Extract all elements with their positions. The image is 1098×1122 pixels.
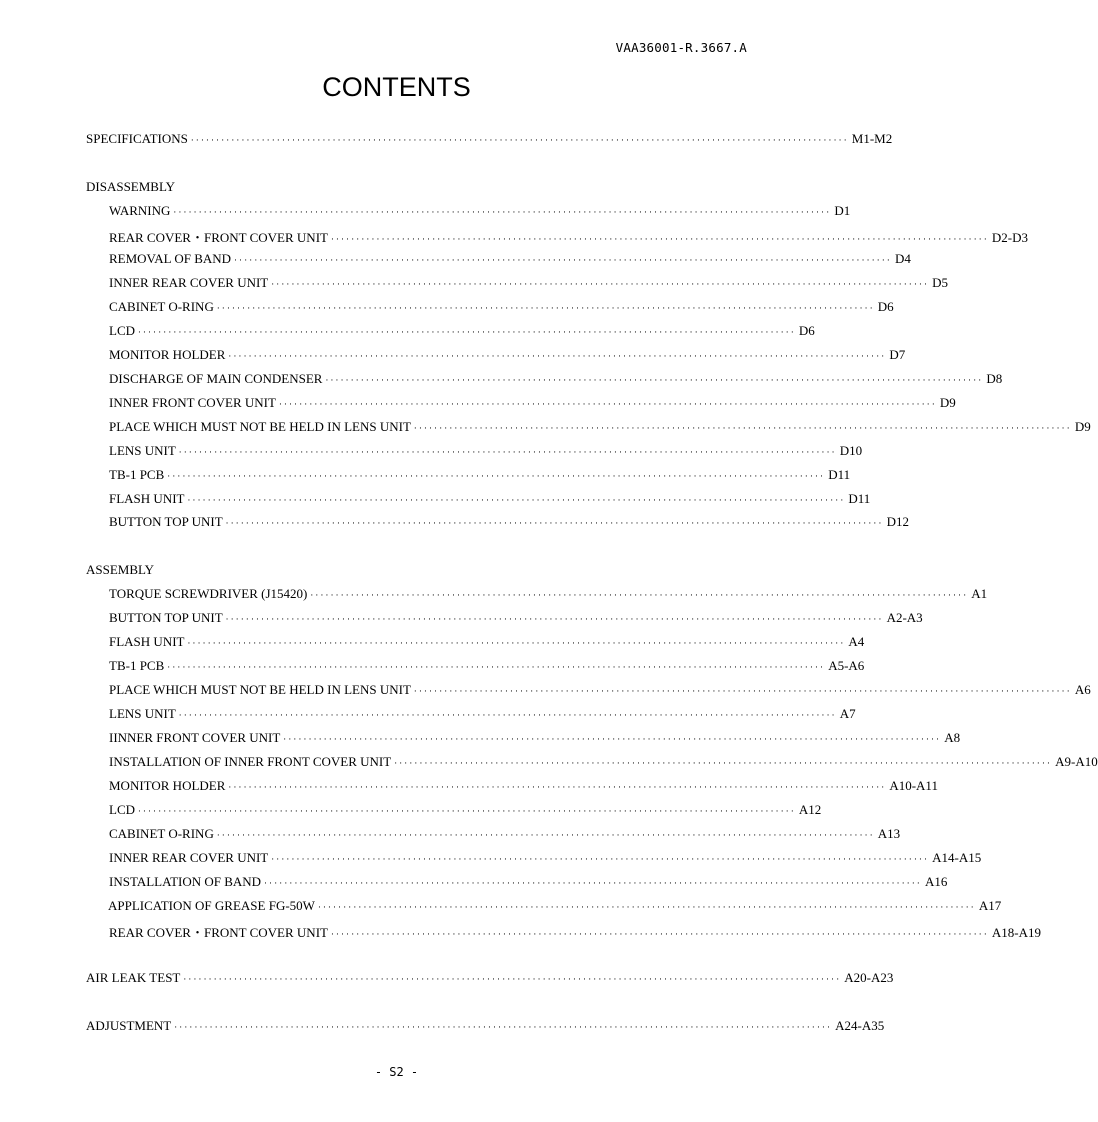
toc-entry-label: CABINET O-RING — [109, 299, 214, 314]
toc-entry[interactable] — [109, 610, 923, 628]
toc-entry[interactable] — [109, 922, 1042, 940]
toc-entry-page: D9 — [1074, 419, 1091, 434]
toc-entry-label: INNER REAR COVER UNIT — [109, 275, 269, 290]
dot-leader: ·································································································································· — [330, 930, 989, 940]
dot-leader: ·································································································································· — [138, 328, 796, 338]
section-heading-disassembly: DISASSEMBLY — [86, 179, 175, 194]
toc-entry[interactable] — [108, 898, 1002, 916]
toc-entry-page: A8 — [944, 730, 961, 745]
toc-entry-page: A18-A19 — [991, 925, 1042, 940]
toc-entry-label: REAR COVER・FRONT COVER UNIT — [109, 925, 328, 940]
toc-entry[interactable] — [109, 419, 1091, 437]
toc-entry[interactable] — [109, 251, 911, 269]
toc-entry-page: A12 — [798, 802, 822, 817]
toc-entry-label: TB-1 PCB — [109, 467, 165, 482]
dot-leader: ·································································································································· — [325, 376, 984, 386]
toc-entry[interactable] — [109, 850, 982, 868]
toc-entry-page: A4 — [848, 634, 865, 649]
dot-leader: ·································································································································· — [183, 975, 842, 985]
toc-entry-label: CABINET O-RING — [109, 826, 214, 841]
toc-entry-page: A16 — [925, 874, 948, 889]
toc-entry-label: LCD — [109, 323, 135, 338]
toc-entry[interactable] — [109, 491, 871, 509]
dot-leader: ·································································································································· — [225, 615, 884, 625]
toc-entry[interactable] — [109, 730, 961, 748]
dot-leader: ·································································································································· — [173, 208, 832, 218]
toc-entry[interactable] — [109, 275, 949, 293]
toc-entry-label: WARNING — [109, 203, 171, 218]
toc-entry-label: REAR COVER・FRONT COVER UNIT — [109, 230, 328, 245]
dot-leader: ·································································································································· — [190, 136, 849, 146]
toc-entry[interactable] — [109, 802, 822, 820]
toc-entry-label: IINNER FRONT COVER UNIT — [109, 730, 281, 745]
page-title: CONTENTS — [322, 72, 471, 102]
dot-leader: ·································································································································· — [228, 783, 887, 793]
page-number: - S2 - — [374, 1065, 419, 1079]
section-heading-assembly: ASSEMBLY — [86, 562, 155, 577]
toc-entry[interactable] — [109, 299, 894, 317]
dot-leader: ·································································································································· — [216, 304, 875, 314]
toc-entry-label: MONITOR HOLDER — [109, 778, 226, 793]
toc-entry[interactable] — [109, 203, 851, 221]
toc-entry-label: MONITOR HOLDER — [109, 347, 226, 362]
dot-leader: ·································································································································· — [178, 711, 837, 721]
toc-entry-label: LENS UNIT — [109, 443, 176, 458]
toc-entry-page: A5-A6 — [828, 658, 865, 673]
toc-entry[interactable] — [109, 706, 856, 724]
toc-entry-page: D10 — [839, 443, 863, 458]
toc-entry[interactable] — [109, 514, 909, 532]
toc-entry-label: ADJUSTMENT — [86, 1018, 172, 1033]
toc-entry-page: A2-A3 — [886, 610, 923, 625]
toc-entry-page: D5 — [932, 275, 949, 290]
toc-entry-page: A20-A23 — [844, 970, 894, 985]
toc-entry-page: A14-A15 — [932, 850, 982, 865]
dot-leader: ·································································································································· — [394, 759, 1053, 769]
toc-entry[interactable] — [109, 826, 901, 844]
toc-entry[interactable] — [109, 443, 863, 461]
dot-leader: ·································································································································· — [317, 903, 976, 913]
dot-leader: ·································································································································· — [278, 400, 937, 410]
toc-entry-page: D11 — [848, 491, 871, 506]
toc-entry-page: D6 — [798, 323, 815, 338]
dot-leader: ·································································································································· — [413, 424, 1072, 434]
toc-entry-label: FLASH UNIT — [109, 491, 185, 506]
dot-leader: ·································································································································· — [187, 496, 846, 506]
toc-entry-page: D2-D3 — [991, 230, 1029, 245]
dot-leader: ·································································································································· — [178, 448, 837, 458]
toc-entry[interactable] — [109, 634, 865, 652]
toc-entry-air-leak-test[interactable] — [86, 970, 894, 988]
toc-entry[interactable] — [109, 874, 948, 892]
toc-entry-page: A24-A35 — [835, 1018, 885, 1033]
toc-entry-page: A10-A11 — [889, 778, 938, 793]
toc-entry[interactable] — [109, 658, 865, 676]
toc-entry-page: A17 — [978, 898, 1002, 913]
toc-entry-label: FLASH UNIT — [109, 634, 185, 649]
toc-entry-page: A6 — [1074, 682, 1091, 697]
dot-leader: ·································································································································· — [167, 472, 826, 482]
toc-entry[interactable] — [109, 347, 906, 365]
toc-entry-label: INNER REAR COVER UNIT — [109, 850, 269, 865]
toc-entry-page: A7 — [839, 706, 856, 721]
toc-entry[interactable] — [109, 395, 956, 413]
toc-entry[interactable] — [109, 467, 851, 485]
toc-entry-label: REMOVAL OF BAND — [109, 251, 232, 266]
toc-entry[interactable] — [109, 323, 815, 341]
toc-entry-page: D8 — [986, 371, 1003, 386]
toc-entry[interactable] — [109, 371, 1003, 389]
toc-entry-page: D11 — [828, 467, 851, 482]
toc-entry-label: AIR LEAK TEST — [86, 970, 181, 985]
toc-entry-page: D12 — [886, 514, 909, 529]
dot-leader: ·································································································································· — [234, 256, 892, 266]
dot-leader: ·································································································································· — [187, 639, 846, 649]
dot-leader: ·································································································································· — [330, 235, 989, 245]
toc-entry-label: BUTTON TOP UNIT — [109, 610, 223, 625]
toc-entry-label: LCD — [109, 802, 135, 817]
toc-entry[interactable] — [109, 227, 1029, 245]
toc-entry-specifications[interactable] — [86, 131, 893, 149]
toc-entry-page: A13 — [877, 826, 901, 841]
toc-entry-page: D6 — [877, 299, 894, 314]
dot-leader: ·································································································································· — [271, 855, 930, 865]
toc-entry-page: D1 — [834, 203, 851, 218]
toc-entry-label: PLACE WHICH MUST NOT BE HELD IN LENS UNIT — [109, 419, 411, 434]
toc-entry-label: APPLICATION OF GREASE FG-50W — [108, 898, 315, 913]
dot-leader: ·································································································································· — [310, 591, 969, 601]
dot-leader: ·································································································································· — [228, 352, 887, 362]
toc-entry-page: D7 — [889, 347, 906, 362]
dot-leader: ·································································································································· — [413, 687, 1072, 697]
toc-entry-page: A1 — [971, 586, 988, 601]
toc-entry-label: TORQUE SCREWDRIVER (J15420) — [109, 586, 308, 601]
toc-entry-adjustment[interactable] — [86, 1018, 885, 1036]
toc-entry[interactable] — [109, 778, 938, 796]
toc-entry-label: DISCHARGE OF MAIN CONDENSER — [109, 371, 323, 386]
toc-entry-page: D9 — [939, 395, 956, 410]
toc-entry[interactable] — [109, 682, 1091, 700]
dot-leader: ·································································································································· — [138, 807, 796, 817]
dot-leader: ·································································································································· — [264, 879, 922, 889]
dot-leader: ·································································································································· — [271, 280, 930, 290]
toc-entry-page: D4 — [895, 251, 911, 266]
toc-entry-label: LENS UNIT — [109, 706, 176, 721]
toc-entry-label: INSTALLATION OF INNER FRONT COVER UNIT — [109, 754, 392, 769]
dot-leader: ·································································································································· — [216, 831, 875, 841]
toc-entry-label: PLACE WHICH MUST NOT BE HELD IN LENS UNIT — [109, 682, 411, 697]
dot-leader: ·································································································································· — [167, 663, 826, 673]
document-code: VAA36001-R.3667.A — [615, 40, 747, 55]
toc-entry[interactable] — [109, 586, 988, 604]
toc-entry[interactable] — [109, 754, 1098, 772]
dot-leader: ·································································································································· — [225, 519, 884, 529]
toc-entry-label: INNER FRONT COVER UNIT — [109, 395, 276, 410]
toc-entry-page: A9-A10 — [1055, 754, 1098, 769]
toc-entry-label: INSTALLATION OF BAND — [109, 874, 262, 889]
toc-entry-label: BUTTON TOP UNIT — [109, 514, 223, 529]
dot-leader: ·································································································································· — [174, 1023, 833, 1033]
toc-entry-page: M1-M2 — [851, 131, 893, 146]
toc-entry-label: TB-1 PCB — [109, 658, 165, 673]
toc-entry-label: SPECIFICATIONS — [86, 131, 188, 146]
dot-leader: ·································································································································· — [283, 735, 942, 745]
